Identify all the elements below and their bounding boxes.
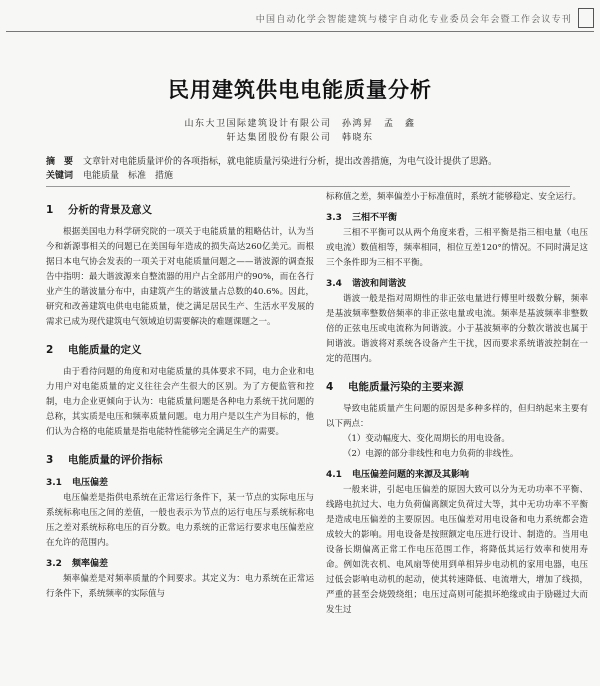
subsection-heading: 4.1 电压偏差问题的来源及其影响 [326, 470, 470, 480]
abstract-label: 摘 要 [46, 157, 74, 167]
running-header [6, 6, 594, 32]
paragraph: 导致电能质量产生问题的原因是多种多样的，但归纳起来主要有以下两点： [326, 404, 588, 429]
abstract [46, 155, 570, 169]
paragraph: 根据美国电力科学研究院的一项关于电能质量的粗略估计，认为当今和新源事相关的问题已在美国每年造成的损失高达260亿美元。而根据日本电气协会发表的一项关于对电能质量问题之——谐波源的调查报告中指明：最大谐波源来自整流器的用户占全部用户的90%，而在各行业产生的谐波量分布中，由建筑产生的谐波量占总数的40.6%。因此，研究和改善建筑电供电电能质量，使之满足居民生产、生活水平发展的需求已成为现代建筑电气领域迫切需要解决的难题课题之一。 [46, 227, 314, 327]
paragraph: 频率偏差是对频率质量的个间要求。其定义为：电力系统在正常运行条件下，系统频率的实际值与 [46, 574, 314, 599]
paragraph: 由于看待问题的角度和对电能质量的具体要求不同，电力企业和电力用户对电能质量的定义往往会产生很大的区别。为了方便监管和控制，电力企业更倾向于认为：电能质量问题是各种电力系统干扰问题的总称，其实质是电压和频率质量问题。电力用户是以生产为目标的，他们认为合格的电能质量是指电能特性能够完全满足生产的需要。 [46, 367, 314, 437]
right-column [326, 190, 588, 686]
section-heading: 1 分析的背景及意义 [46, 204, 152, 216]
header-rule [6, 31, 594, 32]
author-line-2: 轩达集团股份有限公司 韩晓东 [226, 133, 374, 143]
paragraph: 标称值之差，频率偏差小于标准值时，系统才能够稳定、安全运行。 [326, 192, 582, 202]
subsection-heading: 3.4 谐波和间谐波 [326, 279, 407, 289]
section-heading: 4 电能质量污染的主要来源 [326, 381, 464, 393]
keywords-label: 关键词 [46, 171, 74, 181]
page-number-box [578, 8, 594, 28]
list-item: （2）电源的部分非线性和电力负荷的非线性。 [343, 449, 519, 459]
keywords-text: 电能质量 标准 措施 [83, 171, 174, 181]
subsection-heading: 3.2 频率偏差 [46, 559, 109, 569]
author-line-1: 山东大卫国际建筑设计有限公司 孙鸿昇 孟 鑫 [184, 119, 416, 129]
list-item: （1）变动幅度大、变化周期长的用电设备。 [343, 434, 510, 444]
paragraph: 一般来讲，引起电压偏差的原因大致可以分为无功功率不平衡、线路电抗过大、电力负荷偏离额定负荷过大等，其中无功功率不平衡是造成电压偏差的主要原因。电压偏差对用电设备和电力系统都会造成较大的影响。用电设备是按照额定电压进行设计、制造的。当用电设备长期偏离正常工作电压范围工作，将降低其运行效率和使用寿命。例如洗衣机、电风扇等使用到单相异步电动机的家用电器，电压过低会影响电动机的起动，使其转速降低、电流增大，增加了线损，严重的甚至会烧毁绕组；电压过高则可能损坏绝缘或由于励磁过大而发生过 [326, 485, 588, 615]
abstract-divider [46, 186, 570, 187]
paragraph: 电压偏差是指供电系统在正常运行条件下，某一节点的实际电压与系统标称电压之间的差值，一般也表示为节点的运行电压与系统标称电压之差对系统标称电压的百分数。电力系统的正常运行要求电压偏差应在允许的范围内。 [46, 493, 314, 548]
paragraph: 三相不平衡可以从两个角度来看，三相平衡是指三相电量（电压或电流）数值相等，频率相同，相位互差120°的情况。不同时满足这三个条件即为三相不平衡。 [326, 228, 588, 268]
paper-title: 民用建筑供电电能质量分析 [168, 78, 432, 102]
running-title: 中国自动化学会智能建筑与楼宇自动化专业委员会年会暨工作会议专刊 [255, 15, 572, 25]
subsection-heading: 3.3 三相不平衡 [326, 213, 398, 223]
section-heading: 2 电能质量的定义 [46, 344, 142, 356]
section-heading: 3 电能质量的评价指标 [46, 454, 163, 466]
paragraph: 谐波一般是指对周期性的非正弦电量进行傅里叶级数分解，频率是基波频率整数倍频率的非正弦电量或电流。频率是基波频率非整数倍的正弦电压或电流称为间谐波。小于基波频率的分数次谐波也属于间谐波。谐波将对系统各设备产生干扰，因而要求系统谐波控制在一定的范围内。 [326, 294, 588, 364]
abstract-text: 文章针对电能质量评价的各项指标，就电能质量污染进行分析，提出改善措施，为电气设计提供了思路。 [83, 157, 498, 167]
subsection-heading: 3.1 电压偏差 [46, 478, 109, 488]
keywords [46, 169, 570, 183]
left-column [46, 190, 314, 686]
